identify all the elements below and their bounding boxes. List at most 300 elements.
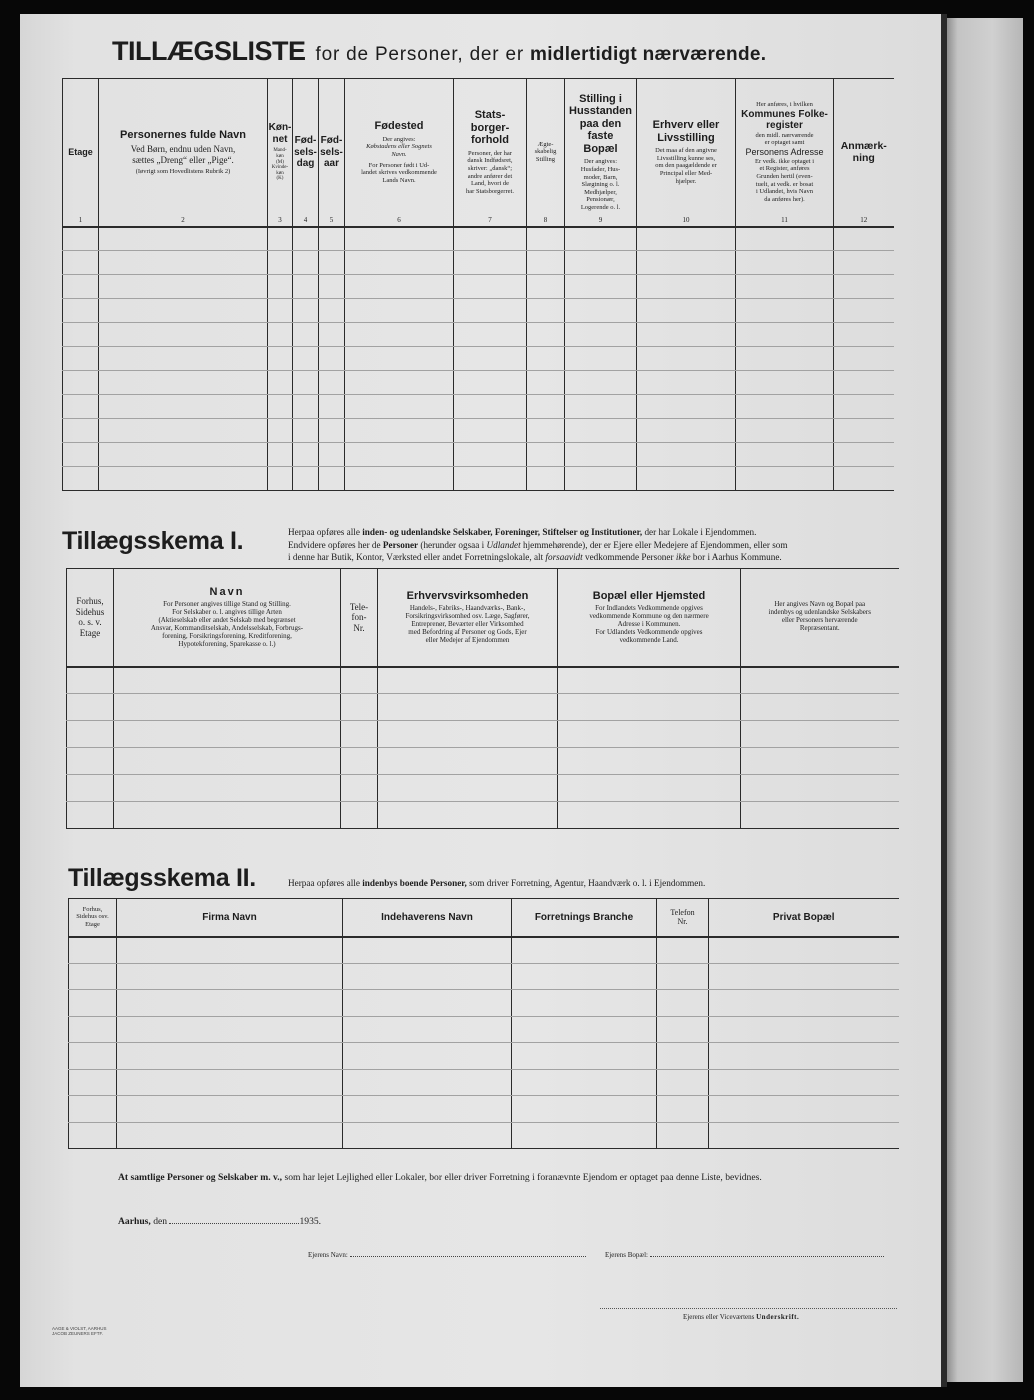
schema1-text: hjemmehørende), der er Ejere eller Medejere af Ejendommen, eller som i denne har Butik, Kontor, Værksted eller andet Forretningslokale, alt	[288, 539, 788, 563]
blank-cell	[834, 395, 894, 419]
col-indehaver	[343, 899, 512, 937]
header-row	[67, 569, 899, 667]
blank-cell	[319, 443, 345, 467]
blank-cell	[345, 251, 454, 275]
blank-cell	[565, 323, 637, 347]
blank-cell	[741, 667, 899, 694]
blank-cell	[319, 467, 345, 491]
blank-cell	[378, 694, 558, 721]
signature-blank	[600, 1308, 897, 1309]
blank-cell	[319, 419, 345, 443]
blank-cell	[345, 371, 454, 395]
blank-cell	[268, 299, 293, 323]
blank-cell	[454, 371, 527, 395]
blank-cell	[565, 227, 637, 251]
blank-cell	[454, 251, 527, 275]
blank-cell	[268, 443, 293, 467]
owner-name-label: Ejerens Navn:	[308, 1251, 348, 1259]
blank-cell	[709, 963, 899, 990]
blank-cell	[67, 694, 114, 721]
blank-cell	[565, 395, 637, 419]
blank-cell	[565, 275, 637, 299]
blank-cell	[293, 347, 319, 371]
table-row	[63, 371, 894, 395]
col-number: 12	[860, 215, 868, 224]
table-row	[69, 1043, 899, 1070]
col-navn	[114, 569, 341, 667]
blank-cell	[345, 323, 454, 347]
blank-cell	[834, 227, 894, 251]
col-repraesentant	[741, 569, 899, 667]
blank-cell	[527, 347, 565, 371]
col-erhverv-note: Handels-, Fabriks-, Haandværks-, Bank-, Forsikringsvirksomhed osv. Læge, Sagfører, Entreprenør, Beværter eller Virksomhed med Befordring af Personer og Gods, Ejer eller Medejer af Ejendommen	[405, 604, 530, 644]
signature-caption	[683, 1313, 799, 1321]
blank-cell	[117, 963, 343, 990]
col-etage-heading: Forhus, Sidehus o. s. v. Etage	[75, 596, 105, 638]
table-row	[69, 1096, 899, 1123]
blank-cell	[512, 990, 657, 1017]
blank-cell	[657, 1096, 709, 1123]
blank-cell	[565, 419, 637, 443]
blank-cell	[69, 990, 117, 1017]
schema2-instructions	[288, 877, 900, 890]
blank-cell	[736, 443, 834, 467]
blank-cell	[117, 1096, 343, 1123]
blank-cell	[345, 443, 454, 467]
col-foedselsdag	[293, 79, 319, 227]
attestation-text	[118, 1172, 762, 1183]
blank-cell	[99, 299, 268, 323]
col-foedselsaar	[319, 79, 345, 227]
year-label: 1935.	[299, 1216, 322, 1227]
blank-cell	[319, 275, 345, 299]
blank-cell	[69, 963, 117, 990]
blank-cell	[63, 275, 99, 299]
blank-cell	[319, 251, 345, 275]
title-mid: for de Personer, der er	[315, 44, 525, 65]
blank-cell	[527, 323, 565, 347]
col-branche	[512, 899, 657, 937]
col-foedested	[345, 79, 454, 227]
blank-cell	[657, 937, 709, 964]
owner-address-line	[605, 1251, 884, 1259]
col-number: 2	[181, 215, 185, 224]
blank-cell	[99, 467, 268, 491]
blank-cell	[63, 371, 99, 395]
table-row	[63, 323, 894, 347]
blank-cell	[709, 1122, 899, 1149]
schema1-text-italic: forsaavidt	[545, 552, 583, 563]
blank-cell	[69, 937, 117, 964]
blank-cell	[69, 1096, 117, 1123]
blank-cell	[709, 1096, 899, 1123]
blank-cell	[99, 227, 268, 251]
blank-cell	[527, 467, 565, 491]
col-koen	[268, 79, 293, 227]
col-branche-heading: Forretnings Branche	[534, 911, 634, 923]
col-navn-note: For Personer angives tillige Stand og Stilling. For Selskaber o. l. angives tillige Arten (Aktieselskab eller andet Selskab med begrænset Ansvar, Kommanditselskab, Andelsselskab, Forbrugs- forening, Forsikringsforening, Kreditforening, Hypotekforening, Sparekasse o. l.)	[150, 600, 304, 648]
col-register	[736, 79, 834, 227]
col-indehaver-heading: Indehaverens Navn	[381, 911, 473, 923]
table-row	[67, 694, 899, 721]
table-row	[67, 667, 899, 694]
schema1-table	[66, 568, 899, 829]
blank-cell	[63, 323, 99, 347]
blank-cell	[63, 251, 99, 275]
blank-cell	[454, 323, 527, 347]
blank-cell	[114, 667, 341, 694]
blank-cell	[99, 419, 268, 443]
col-navn-heading: Personernes fulde Navn	[120, 128, 246, 141]
blank-cell	[512, 963, 657, 990]
blank-cell	[454, 443, 527, 467]
table-row	[69, 937, 899, 964]
schema1-text: Herpaa opføres alle	[288, 527, 363, 537]
col-foedselsdag-heading: Fød- sels- dag	[294, 135, 317, 169]
col-husstand-heading: Stilling i Husstanden paa den faste Bopæl	[569, 92, 632, 155]
blank-cell	[293, 299, 319, 323]
blank-cell	[454, 395, 527, 419]
blank-cell	[736, 419, 834, 443]
blank-cell	[637, 323, 736, 347]
table-row	[63, 275, 894, 299]
blank-cell	[293, 227, 319, 251]
schema1-title: Tillægsskema I.	[62, 527, 244, 555]
blank-cell	[454, 227, 527, 251]
owner-name-blank	[350, 1256, 586, 1257]
blank-cell	[114, 694, 341, 721]
blank-cell	[834, 275, 894, 299]
col-anmaerkning	[834, 79, 894, 227]
schema2-text: som driver Forretning, Agentur, Haandværk o. l. i Ejendommen.	[466, 878, 706, 888]
table-row	[63, 467, 894, 491]
table-row	[63, 443, 894, 467]
place-label: Aarhus,	[118, 1216, 151, 1227]
table-row	[67, 802, 899, 829]
blank-cell	[99, 251, 268, 275]
col-navn-heading: Navn	[209, 585, 245, 598]
schema1-body	[67, 667, 899, 829]
schema1-instructions	[288, 526, 900, 564]
blank-cell	[454, 299, 527, 323]
blank-cell	[741, 748, 899, 775]
blank-cell	[268, 251, 293, 275]
blank-cell	[293, 371, 319, 395]
blank-cell	[69, 1069, 117, 1096]
blank-cell	[63, 467, 99, 491]
col-statsborger-heading: Stats- borger- forhold	[470, 109, 510, 147]
blank-cell	[63, 395, 99, 419]
col-telefon	[341, 569, 378, 667]
blank-cell	[341, 694, 378, 721]
blank-cell	[709, 1016, 899, 1043]
col-repraesentant-heading: Her angives Navn og Bopæl paa indenbys og udenlandske Selskabers eller Personers herværende Repræsentant.	[768, 600, 871, 633]
owner-address-label: Ejerens Bopæl:	[605, 1251, 648, 1259]
blank-cell	[454, 347, 527, 371]
schema1-text: bor i Aarhus Kommune.	[690, 552, 782, 563]
col-erhverv-heading: Erhverv eller Livsstilling	[652, 119, 720, 144]
blank-cell	[345, 227, 454, 251]
blank-cell	[67, 748, 114, 775]
table-row	[69, 1069, 899, 1096]
schema1-text: (herunder ogsaa i	[418, 539, 487, 550]
blank-cell	[67, 721, 114, 748]
adjacent-page-edge	[947, 18, 1023, 1382]
blank-cell	[657, 963, 709, 990]
schema1-text-bold: inden- og udenlandske Selskaber, Foreninger, Stiftelser og Institutioner,	[362, 527, 643, 537]
blank-cell	[63, 443, 99, 467]
col-number: 5	[329, 215, 334, 224]
table-row	[63, 347, 894, 371]
col-erhverv	[378, 569, 558, 667]
col-bopael	[709, 899, 899, 937]
blank-cell	[69, 1043, 117, 1070]
blank-cell	[657, 1043, 709, 1070]
schema1-text-italic: ikke	[675, 552, 691, 563]
blank-cell	[268, 419, 293, 443]
blank-cell	[378, 667, 558, 694]
title-main: TILLÆGSLISTE	[112, 36, 306, 66]
col-foedested-heading: Fødested	[374, 120, 424, 133]
blank-cell	[343, 1096, 512, 1123]
printer-imprint: AAGE & VIOLST, AARHUS JACOB ZEUNERS EFTF.	[52, 1326, 107, 1337]
blank-cell	[67, 775, 114, 802]
schema1-text-italic: Udlandet	[486, 539, 521, 550]
blank-cell	[114, 802, 341, 829]
col-husstand	[565, 79, 637, 227]
blank-cell	[565, 371, 637, 395]
title-end: midlertidigt nærværende.	[530, 44, 767, 65]
schema2-title: Tillægsskema II.	[68, 864, 256, 892]
blank-cell	[378, 748, 558, 775]
blank-cell	[341, 721, 378, 748]
blank-cell	[99, 347, 268, 371]
blank-cell	[736, 371, 834, 395]
blank-cell	[319, 323, 345, 347]
blank-cell	[117, 990, 343, 1017]
col-number: 10	[682, 215, 690, 224]
blank-cell	[343, 963, 512, 990]
blank-cell	[67, 667, 114, 694]
col-telefon	[657, 899, 709, 937]
blank-cell	[741, 775, 899, 802]
col-erhverv-heading: Erhvervsvirksomheden	[406, 589, 529, 602]
col-etage	[69, 899, 117, 937]
signature-word: Underskrift.	[756, 1313, 800, 1321]
blank-cell	[268, 395, 293, 419]
table-row	[67, 775, 899, 802]
blank-cell	[341, 667, 378, 694]
blank-cell	[63, 299, 99, 323]
date-blank	[169, 1223, 299, 1224]
blank-cell	[117, 937, 343, 964]
blank-cell	[319, 395, 345, 419]
page-title	[112, 36, 766, 67]
schema1-text: vedkommende Personer	[582, 552, 676, 563]
blank-cell	[512, 1043, 657, 1070]
blank-cell	[736, 395, 834, 419]
blank-cell	[657, 1069, 709, 1096]
blank-cell	[834, 251, 894, 275]
col-aegteskab-heading: Ægte- skabelig Stilling	[534, 140, 557, 164]
table-row	[69, 1122, 899, 1149]
blank-cell	[657, 1122, 709, 1149]
attestation-bold: At samtlige Personer og Selskaber m. v.,	[118, 1172, 283, 1183]
blank-cell	[558, 748, 741, 775]
col-telefon-heading: Telefon Nr.	[670, 907, 695, 927]
table-row	[63, 299, 894, 323]
col-firma-heading: Firma Navn	[202, 911, 257, 923]
blank-cell	[67, 802, 114, 829]
blank-cell	[834, 323, 894, 347]
blank-cell	[512, 1096, 657, 1123]
blank-cell	[637, 443, 736, 467]
blank-cell	[341, 775, 378, 802]
blank-cell	[834, 419, 894, 443]
blank-cell	[117, 1043, 343, 1070]
blank-cell	[637, 251, 736, 275]
blank-cell	[268, 275, 293, 299]
blank-cell	[736, 227, 834, 251]
blank-cell	[99, 371, 268, 395]
blank-cell	[454, 467, 527, 491]
blank-cell	[834, 467, 894, 491]
col-register-heading: Kommunes Folke- register	[741, 108, 828, 132]
col-number: 4	[303, 215, 308, 224]
blank-cell	[345, 467, 454, 491]
col-number: 11	[781, 215, 788, 224]
blank-cell	[117, 1016, 343, 1043]
table-row	[63, 419, 894, 443]
blank-cell	[114, 721, 341, 748]
col-etage	[67, 569, 114, 667]
blank-cell	[637, 227, 736, 251]
blank-cell	[709, 990, 899, 1017]
blank-cell	[834, 443, 894, 467]
blank-cell	[117, 1069, 343, 1096]
blank-cell	[293, 443, 319, 467]
col-register-note: Er vedk. ikke optaget i et Register, anføres Grunden hertil (even- tuelt, at vedk. er bosat i Udlandet, hvis Navn da anføres her).	[754, 157, 815, 203]
col-number: 7	[488, 215, 492, 224]
signature-label: Ejerens eller Viceværtens	[683, 1313, 755, 1321]
col-erhverv	[637, 79, 736, 227]
table-row	[69, 1016, 899, 1043]
blank-cell	[741, 721, 899, 748]
blank-cell	[99, 275, 268, 299]
col-foedselsaar-heading: Fød- sels- aar	[320, 135, 343, 169]
col-register-heading2: Personens Adresse	[745, 146, 824, 157]
col-etage	[63, 79, 99, 227]
table-row	[63, 251, 894, 275]
schema2-text-bold: indenbys boende Personer,	[362, 878, 467, 888]
col-foedested-note-italic: Købstadens eller Sognets Navn.	[366, 143, 432, 158]
col-navn-note: Ved Børn, endnu uden Navn, sættes „Dreng“ eller „Pige“.	[130, 144, 236, 165]
owner-name-line	[308, 1251, 586, 1259]
blank-cell	[637, 395, 736, 419]
blank-cell	[736, 251, 834, 275]
blank-cell	[69, 1016, 117, 1043]
table-row	[63, 227, 894, 251]
blank-cell	[378, 721, 558, 748]
blank-cell	[637, 299, 736, 323]
col-number: 3	[278, 215, 282, 224]
blank-cell	[741, 802, 899, 829]
blank-cell	[268, 347, 293, 371]
blank-cell	[343, 1016, 512, 1043]
blank-cell	[527, 419, 565, 443]
col-statsborger	[454, 79, 527, 227]
blank-cell	[293, 395, 319, 419]
blank-cell	[319, 347, 345, 371]
col-number: 8	[543, 215, 548, 224]
col-bopael	[558, 569, 741, 667]
schema2-table	[68, 898, 899, 1149]
col-firma	[117, 899, 343, 937]
supplement-list-body	[63, 227, 894, 491]
blank-cell	[63, 419, 99, 443]
blank-cell	[319, 371, 345, 395]
blank-cell	[293, 251, 319, 275]
blank-cell	[527, 251, 565, 275]
col-aegteskab	[527, 79, 565, 227]
blank-cell	[512, 1016, 657, 1043]
blank-cell	[565, 443, 637, 467]
blank-cell	[345, 419, 454, 443]
blank-cell	[378, 775, 558, 802]
blank-cell	[709, 1043, 899, 1070]
blank-cell	[343, 1069, 512, 1096]
blank-cell	[99, 443, 268, 467]
blank-cell	[657, 990, 709, 1017]
blank-cell	[319, 299, 345, 323]
blank-cell	[741, 694, 899, 721]
blank-cell	[512, 1122, 657, 1149]
col-number: 6	[397, 215, 401, 224]
blank-cell	[345, 347, 454, 371]
attestation-rest: som har lejet Lejlighed eller Lokaler, bor eller driver Forretning i foranævnte Ejendom er optaget paa denne Liste, bevidnes.	[282, 1172, 762, 1183]
blank-cell	[512, 937, 657, 964]
owner-address-blank	[650, 1256, 884, 1257]
blank-cell	[527, 371, 565, 395]
header-row	[63, 79, 894, 227]
blank-cell	[709, 1069, 899, 1096]
blank-cell	[527, 299, 565, 323]
blank-cell	[63, 347, 99, 371]
blank-cell	[293, 467, 319, 491]
blank-cell	[527, 275, 565, 299]
col-telefon-heading: Tele- fon- Nr.	[349, 601, 369, 633]
den-label: den	[153, 1216, 168, 1227]
table-row	[67, 721, 899, 748]
blank-cell	[268, 323, 293, 347]
blank-cell	[69, 1122, 117, 1149]
schema2-text: Herpaa opføres alle	[288, 878, 363, 888]
blank-cell	[558, 721, 741, 748]
blank-cell	[345, 275, 454, 299]
blank-cell	[114, 775, 341, 802]
blank-cell	[268, 467, 293, 491]
blank-cell	[293, 323, 319, 347]
col-navn	[99, 79, 268, 227]
col-foedested-note2: For Personer født i Ud- landet skrives vedkommende Lands Navn.	[361, 161, 437, 184]
supplement-list-table	[62, 78, 894, 491]
col-anmaerkning-heading: Anmærk- ning	[840, 139, 887, 165]
col-bopael-heading: Bopæl eller Hjemsted	[592, 589, 706, 602]
blank-cell	[565, 299, 637, 323]
blank-cell	[565, 251, 637, 275]
col-husstand-note: Der angives: Husfader, Hus- moder, Barn, Slægtning o. l. Medhjælper, Pensionær, Logerende o. l.	[580, 158, 621, 211]
blank-cell	[637, 371, 736, 395]
